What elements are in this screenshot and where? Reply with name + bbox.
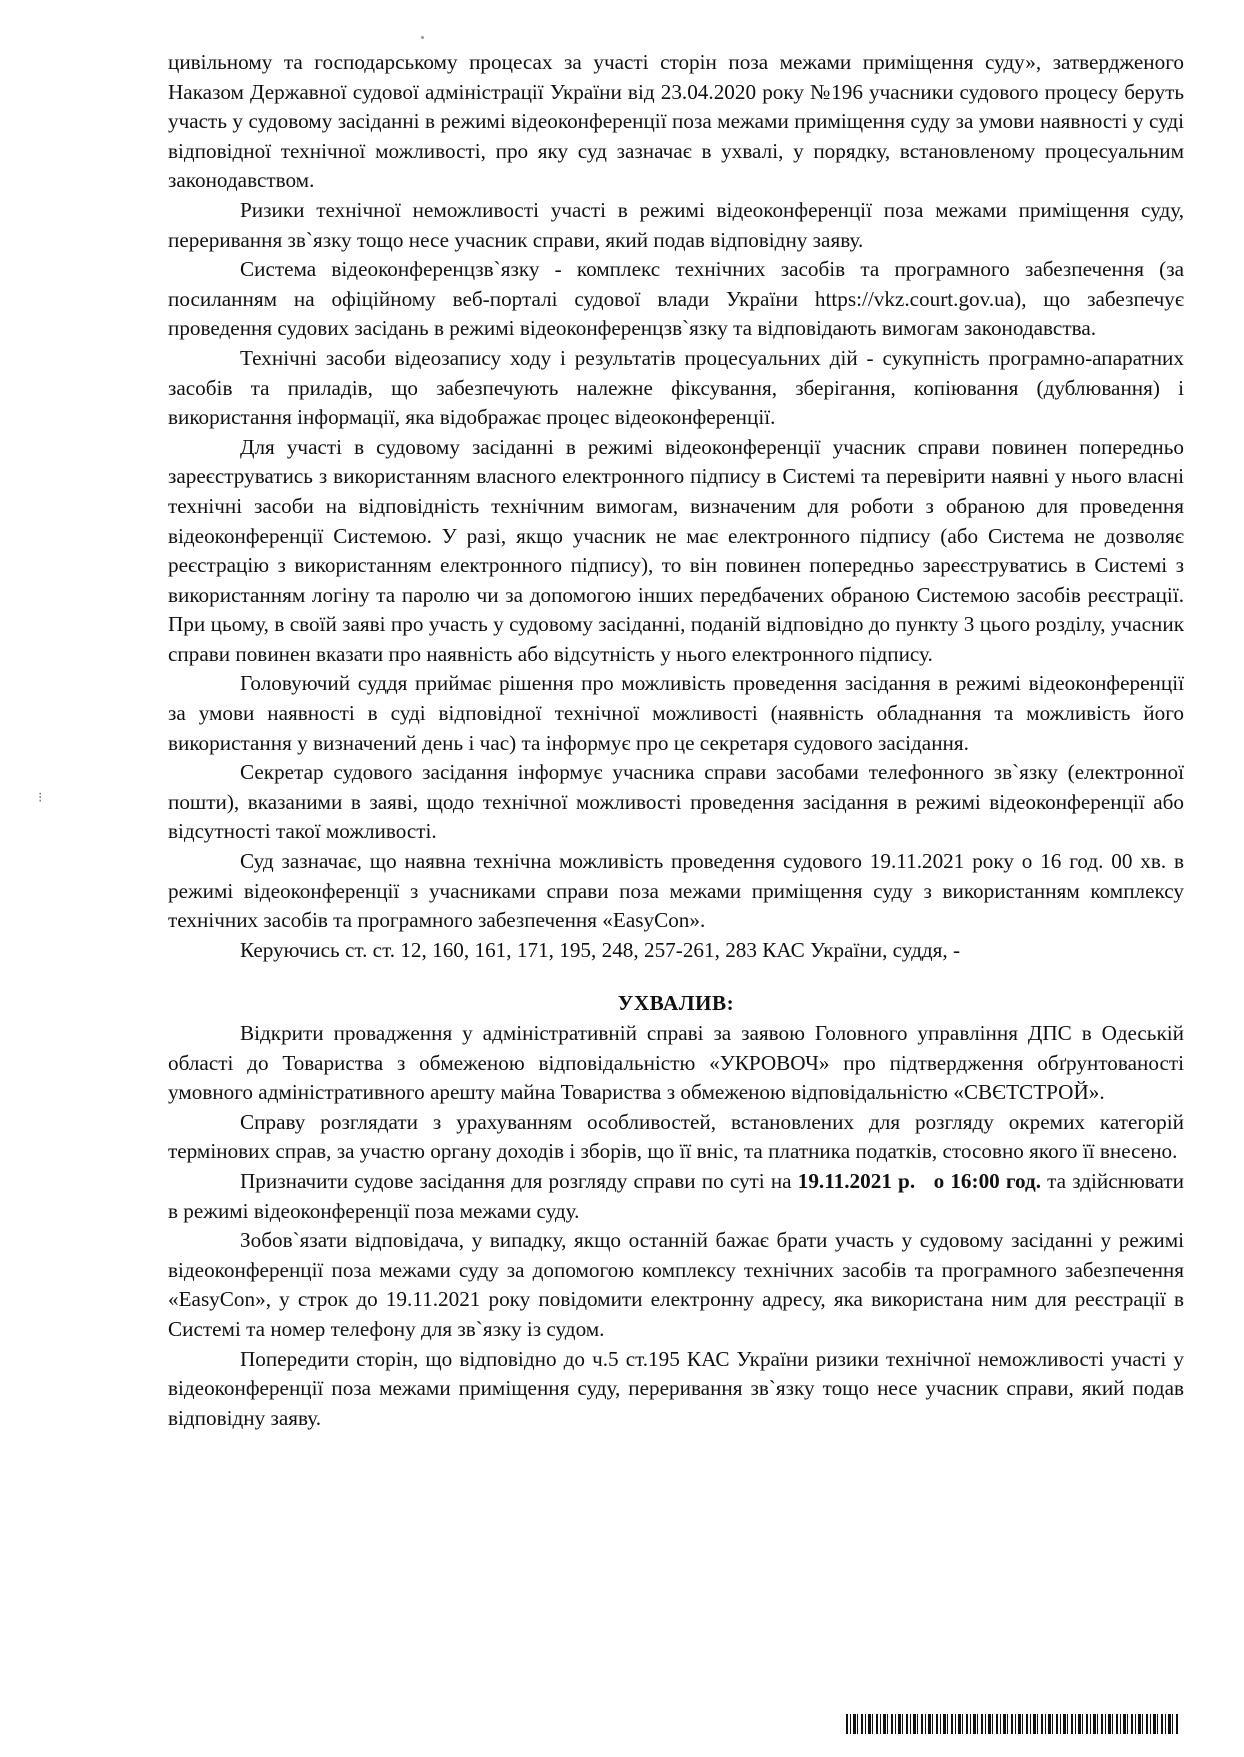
paragraph-technical-means: Технічні засоби відеозапису ходу і результатів процесуальних дій - сукупність програмно-апаратних засобів та приладів, що забезпечують належне фіксування, зберігання, копіювання (дублювання) і використання інформації, яка відображає процес відеоконференції.	[168, 345, 1184, 430]
decision-schedule-hearing	[168, 1167, 1184, 1226]
paragraph-risks: Ризики технічної неможливості участі в режимі відеоконференції поза межами приміщення суду, переривання зв`язку тощо несе учасник справи, який подав відповідну заяву.	[168, 197, 1184, 252]
paragraph-registration: Для участі в судовому засіданні в режимі відеоконференції учасник справи повинен попередньо зареєструватись з використанням власного електронного підпису в Системі та перевірити наявні у нього власні технічні засоби на відповідність технічним вимогам, визначеним для роботи з обраною для проведення відеоконференції Системою. У разі, якщо учасник не має електронного підпису (або Система не дозволяє реєстрацію з використанням електронного підпису), то він повинен попередньо зареєструватись в Системі з використанням логіну та паролю чи за допомогою інших передбачених обраною Системою засобів реєстрації. При цьому, в своїй заяві про участь у судовому засіданні, поданій відповідно до пункту 3 цього розділу, учасник справи повинен вказати про наявність або відсутність у нього електронного підпису.	[168, 434, 1184, 666]
scan-dot	[421, 36, 424, 39]
paragraph-court-notes: Суд зазначає, що наявна технічна можливість проведення судового 19.11.2021 року о 16 год. 00 хв. в режимі відеоконференції з учасниками справи поза межами приміщення суду з використанням комплексу технічних засобів та програмного забезпечення «EasyCon».	[168, 849, 1184, 933]
paragraph-continuation: цивільному та господарському процесах за участі сторін поза межами приміщення суду», затвердженого Наказом Державної судової адміністрації України від 23.04.2020 року №196 учасники судового процесу беруть участь у судовому засіданні в режимі відеоконференції поза межами приміщення суду за умови наявності у суді відповідної технічної можливості, про яку суд зазначає в ухвалі, у порядку, встановленому процесуальним законодавством.	[168, 50, 1184, 193]
decision-oblige-respondent: Зобов`язати відповідача, у випадку, якщо останній бажає брати участь у судовому засіданні у режимі відеоконференції поза межами суду за допомогою комплексу технічних засобів та програмного забезпечення «EasyCon», у строк до 19.11.2021 року повідомити електронну адресу, яка використана ним для реєстрації в Системі та номер телефону для зв`язку із судом.	[168, 1228, 1184, 1341]
decision-warn-parties: Попередити сторін, що відповідно до ч.5 ст.195 КАС України ризики технічної неможливості участі у відеоконференції поза межами приміщення суду, переривання зв`язку тощо несе учасник справи, який подав відповідну заяву.	[168, 1346, 1184, 1430]
decision-heading: УХВАЛИВ:	[617, 991, 735, 1016]
decision-open-proceedings: Відкрити провадження у адміністративній справі за заявою Головного управління ДПС в Одеській області до Товариства з обмеженою відповідальністю «УКРОВОЧ» про підтвердження обґрунтованості умовного адміністративного арешту майна Товариства з обмеженою відповідальністю «СВЄТСТРОЙ».	[168, 1021, 1184, 1105]
decision-consider-case: Справу розглядати з урахуванням особливостей, встановлених для розгляду окремих категорій термінових справ, за участю органу доходів і зборів, що її вніс, та платника податків, стосовно якого її внесено.	[168, 1109, 1184, 1164]
paragraph-system-definition: Система відеоконференцзв`язку - комплекс технічних засобів та програмного забезпечення (за посиланням на офіційному веб-порталі судової влади України https://vkz.court.gov.ua), що забезпечує проведення судових засідань в режимі відеоконференцзв`язку та відповідають вимогам законодавства.	[168, 257, 1184, 341]
document-body	[168, 48, 1184, 1433]
hearing-text-after: та здійснювати в режимі відеоконференції поза межами суду.	[168, 1168, 1184, 1223]
hearing-date: 19.11.2021 р.	[797, 1168, 916, 1193]
paragraph-presiding-judge: Головуючий суддя приймає рішення про можливість проведення засідання в режимі відеоконференції за умови наявності в суді відповідної технічної можливості (наявність обладнання та можливість його використання у визначений день і час) та інформує про це секретаря судового засідання.	[168, 671, 1184, 755]
hearing-time: о 16:00 год.	[933, 1168, 1042, 1193]
hearing-gap	[915, 1169, 933, 1193]
paragraph-guided-by: Керуючись ст. ст. 12, 160, 161, 171, 195, 248, 257-261, 283 КАС України, суддя, -	[240, 937, 961, 962]
hearing-text-before: Призначити судове засідання для розгляду справи по суті на	[240, 1168, 798, 1193]
scan-artifact: ⁝	[38, 790, 43, 806]
paragraph-secretary: Секретар судового засідання інформує учасника справи засобами телефонного зв`язку (електронної пошти), вказаними в заяві, щодо технічної можливості проведення засідання в режимі відеоконференції або відсутності такої можливості.	[168, 760, 1184, 844]
document-barcode	[846, 1714, 1178, 1734]
